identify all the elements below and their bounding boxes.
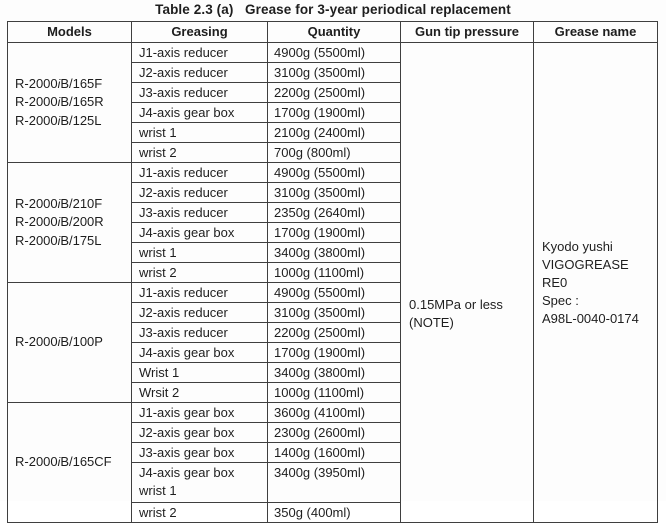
quantity-cell: 4900g (5500ml) — [268, 163, 401, 183]
header-grease-name: Grease name — [534, 22, 658, 43]
quantity-cell: 1700g (1900ml) — [268, 103, 401, 123]
quantity-cell: 3400g (3800ml) — [268, 363, 401, 383]
models-cell: R-2000iB/210F R-2000iB/200R R-2000iB/175L — [8, 163, 132, 283]
greasing-cell: J2-axis reducer — [132, 183, 268, 203]
header-quantity: Quantity — [268, 22, 401, 43]
greasing-cell: J3-axis reducer — [132, 203, 268, 223]
table-row — [8, 43, 658, 63]
header-models: Models — [8, 22, 132, 43]
quantity-cell: 700g (800ml) — [268, 143, 401, 163]
greasing-cell: J2-axis reducer — [132, 303, 268, 323]
greasing-cell: J4-axis gear box — [132, 223, 268, 243]
grease-table — [7, 21, 658, 523]
greasing-cell: J4-axis gear box — [132, 343, 268, 363]
greasing-cell: Wrsit 2 — [132, 383, 268, 403]
greasing-cell: J1-axis reducer — [132, 283, 268, 303]
greasing-cell: J1-axis reducer — [132, 163, 268, 183]
models-cell: R-2000iB/100P — [8, 283, 132, 403]
quantity-cell: 3400g (3800ml) — [268, 243, 401, 263]
gun-tip-pressure-cell: 0.15MPa or less (NOTE) — [401, 43, 534, 523]
quantity-cell: 3100g (3500ml) — [268, 183, 401, 203]
quantity-cell: 4900g (5500ml) — [268, 43, 401, 63]
greasing-cell: J2-axis gear box — [132, 423, 268, 443]
greasing-cell: wrist 2 — [132, 143, 268, 163]
greasing-cell: Wrist 1 — [132, 363, 268, 383]
quantity-cell: 1400g (1600ml) — [268, 443, 401, 463]
quantity-cell: 1000g (1100ml) — [268, 383, 401, 403]
quantity-cell: 3600g (4100ml) — [268, 403, 401, 423]
models-cell: R-2000iB/165F R-2000iB/165R R-2000iB/125L — [8, 43, 132, 163]
quantity-cell: 1700g (1900ml) — [268, 223, 401, 243]
quantity-cell: 2350g (2640ml) — [268, 203, 401, 223]
quantity-cell: 2300g (2600ml) — [268, 423, 401, 443]
quantity-cell: 3400g (3950ml) — [268, 463, 401, 503]
greasing-cell: J4-axis gear box — [132, 103, 268, 123]
greasing-cell: J1-axis gear box — [132, 403, 268, 423]
greasing-cell: J2-axis reducer — [132, 63, 268, 83]
header-gun-tip-pressure: Gun tip pressure — [401, 22, 534, 43]
quantity-cell: 2200g (2500ml) — [268, 323, 401, 343]
greasing-cell: J3-axis reducer — [132, 323, 268, 343]
greasing-cell: wrist 2 — [132, 263, 268, 283]
models-cell: R-2000iB/165CF — [8, 403, 132, 523]
quantity-cell: 350g (400ml) — [268, 503, 401, 523]
quantity-cell: 3100g (3500ml) — [268, 63, 401, 83]
greasing-cell: wrist 2 — [132, 503, 268, 523]
quantity-cell: 1700g (1900ml) — [268, 343, 401, 363]
greasing-cell: J3-axis reducer — [132, 83, 268, 103]
grease-table-body — [8, 43, 658, 523]
greasing-cell: wrist 1 — [132, 243, 268, 263]
grease-name-cell: Kyodo yushi VIGOGREASE RE0 Spec : A98L-0040-0174 — [534, 43, 658, 523]
table-header-row — [8, 22, 658, 43]
quantity-cell: 3100g (3500ml) — [268, 303, 401, 323]
greasing-cell: J3-axis gear box — [132, 443, 268, 463]
greasing-cell: wrist 1 — [132, 123, 268, 143]
header-greasing: Greasing — [132, 22, 268, 43]
quantity-cell: 1000g (1100ml) — [268, 263, 401, 283]
quantity-cell: 2200g (2500ml) — [268, 83, 401, 103]
greasing-cell: J1-axis reducer — [132, 43, 268, 63]
table-title: Table 2.3 (a) Grease for 3-year periodical replacement — [155, 2, 511, 17]
quantity-cell: 4900g (5500ml) — [268, 283, 401, 303]
greasing-cell: J4-axis gear box wrist 1 — [132, 463, 268, 503]
quantity-cell: 2100g (2400ml) — [268, 123, 401, 143]
